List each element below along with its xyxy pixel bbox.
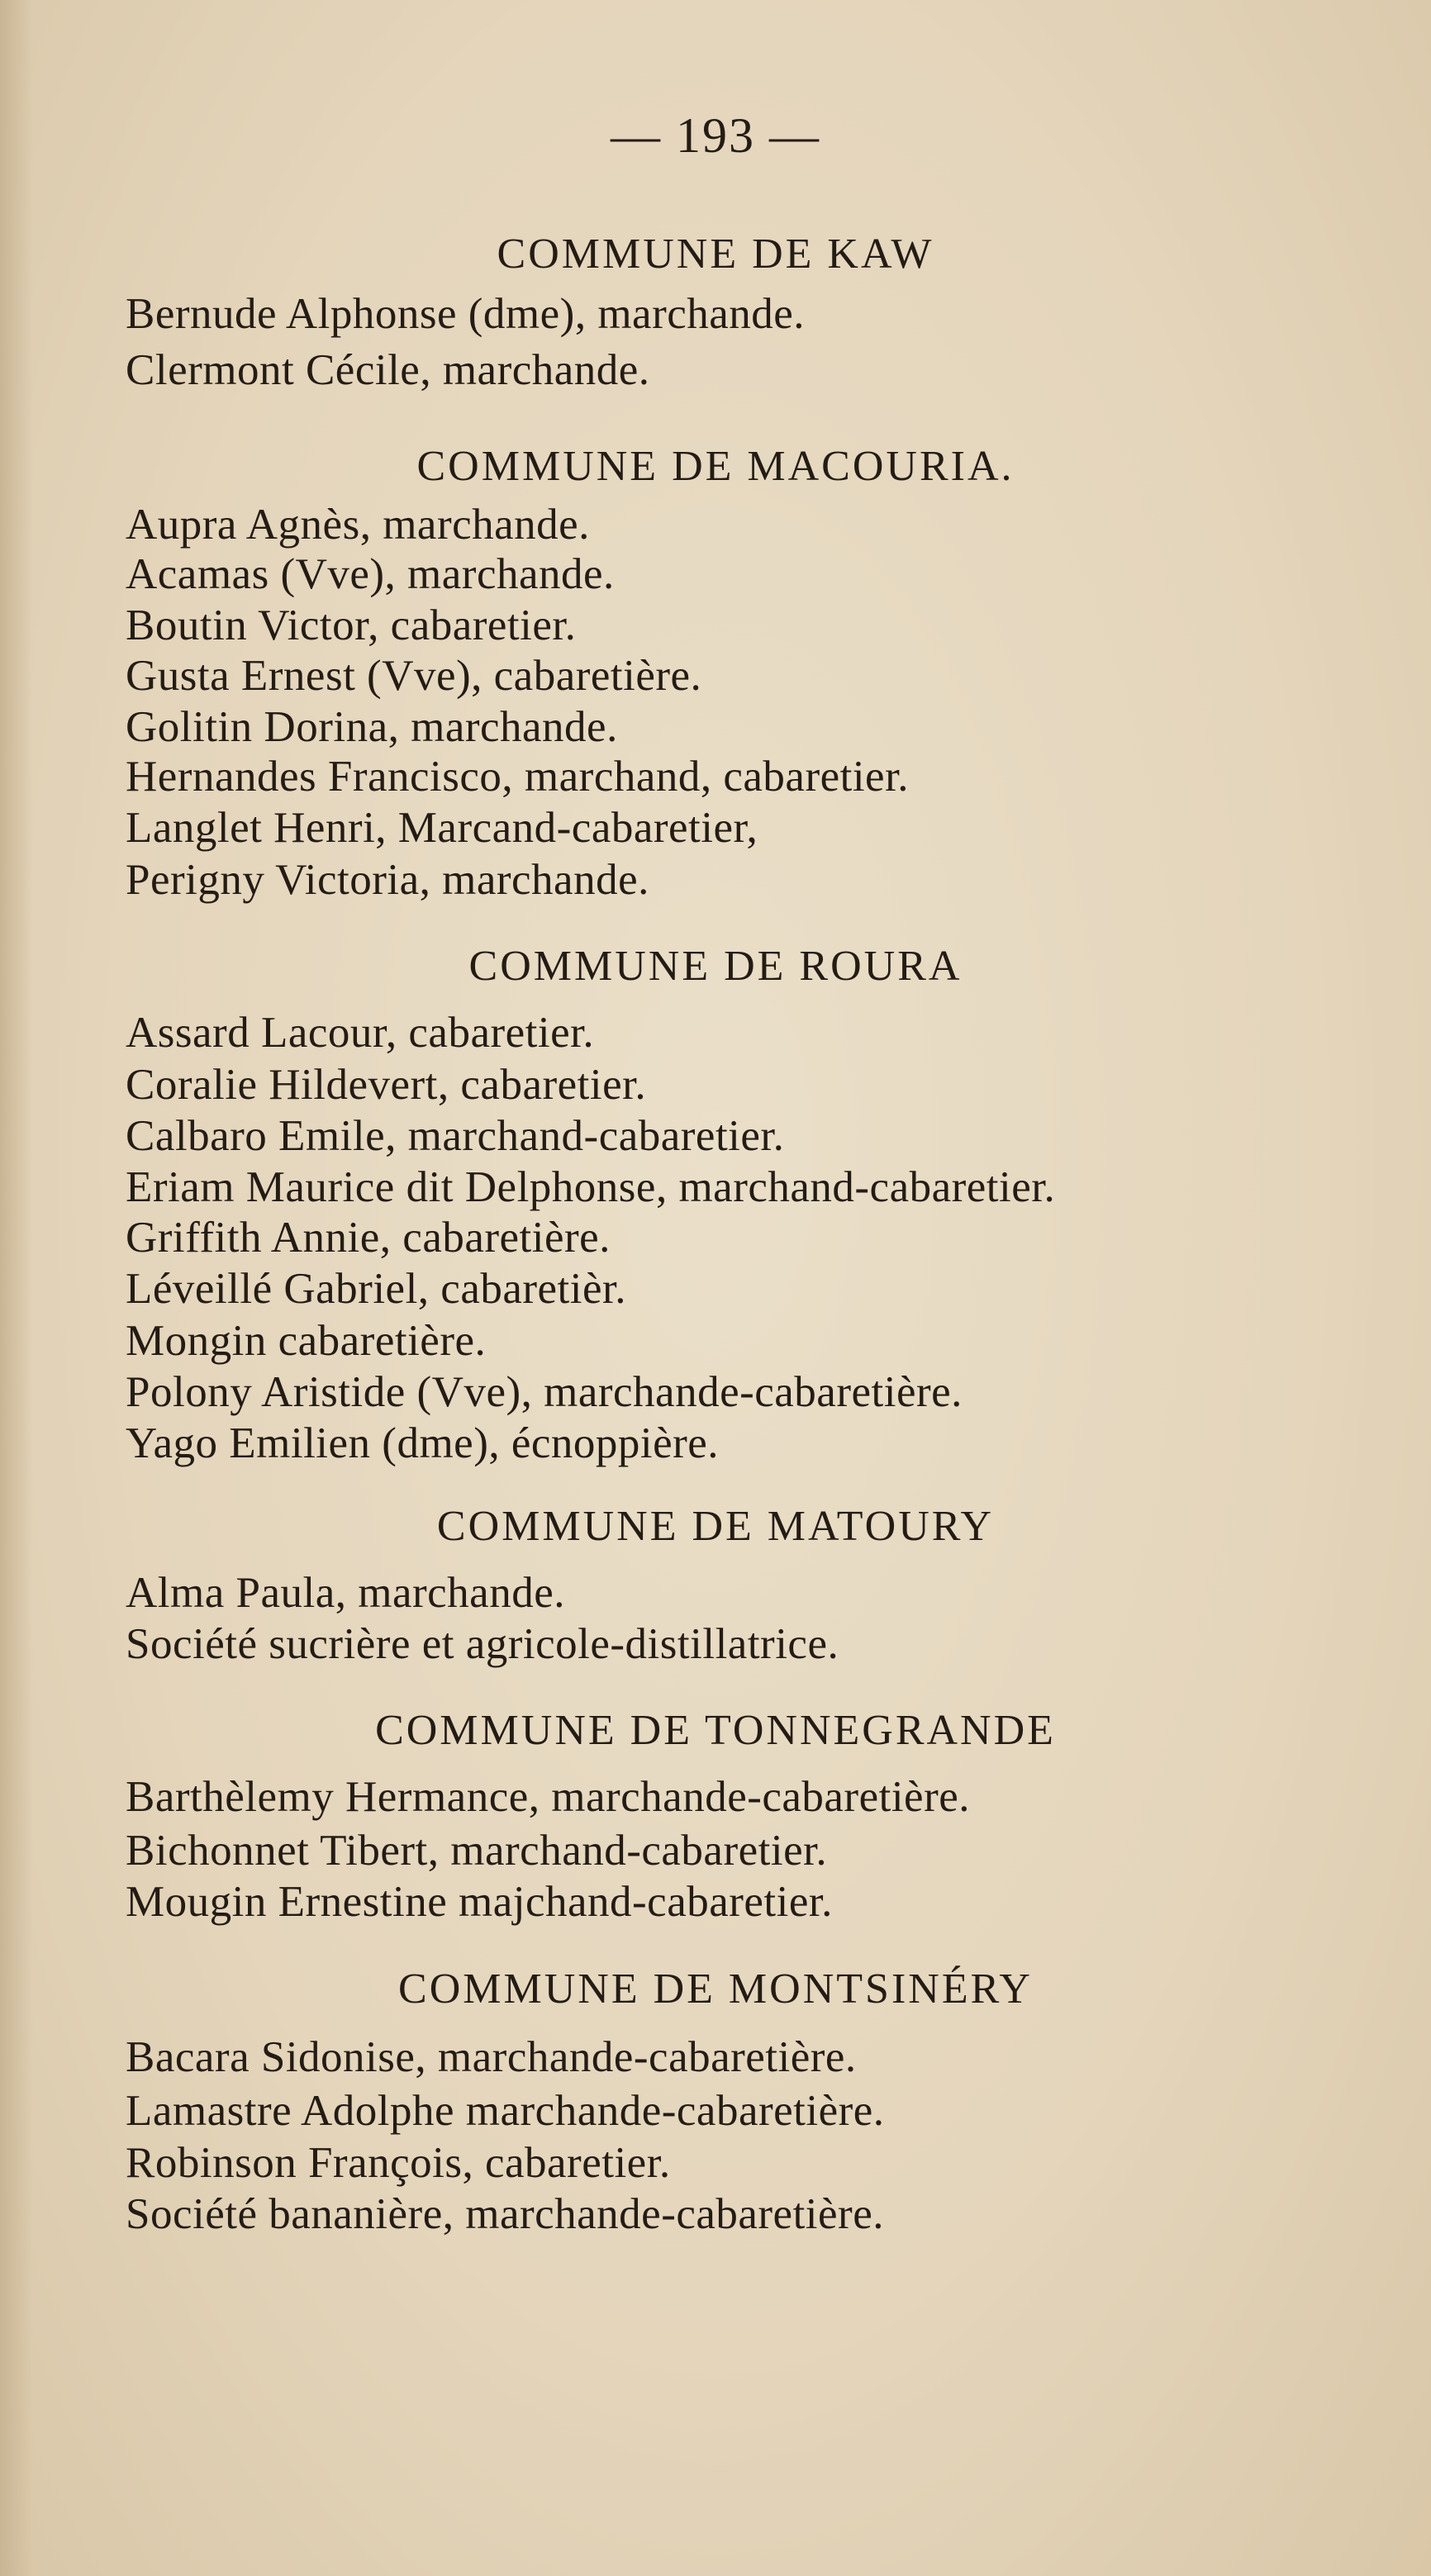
section-heading-tonnegrande: COMMUNE DE TONNEGRANDE (375, 1707, 1056, 1754)
section-heading-macouria: COMMUNE DE MACOURIA. (416, 443, 1015, 490)
list-item: Perigny Victoria, marchande. (126, 856, 649, 904)
list-item: Acamas (Vve), marchande. (126, 550, 615, 598)
list-item: Léveillé Gabriel, cabaretièr. (126, 1265, 626, 1313)
list-item: Lamastre Adolphe marchande-cabaretière. (126, 2087, 885, 2135)
list-item: Eriam Maurice dit Delphonse, marchand-cabaretier. (126, 1163, 1056, 1211)
list-item: Calbaro Emile, marchand-cabaretier. (126, 1112, 785, 1160)
list-item: Bacara Sidonise, marchande-cabaretière. (126, 2033, 857, 2081)
section-heading-kaw: COMMUNE DE KAW (497, 231, 934, 278)
list-item: Griffith Annie, cabaretière. (126, 1214, 611, 1262)
list-item: Yago Emilien (dme), écnoppière. (126, 1419, 720, 1467)
list-item: Société sucrière et agricole-distillatrice. (126, 1620, 839, 1668)
list-item: Alma Paula, marchande. (126, 1569, 565, 1617)
list-item: Société bananière, marchande-cabaretière. (126, 2190, 884, 2238)
list-item: Robinson François, cabaretier. (126, 2139, 671, 2187)
section-heading-roura: COMMUNE DE ROURA (468, 943, 963, 990)
list-item: Clermont Cécile, marchande. (126, 346, 650, 394)
section-heading-montsinery: COMMUNE DE MONTSINÉRY (398, 1965, 1033, 2013)
list-item: Bernude Alphonse (dme), marchande. (126, 290, 806, 338)
list-item: Polony Aristide (Vve), marchande-cabaretière. (126, 1368, 963, 1416)
list-item: Bichonnet Tibert, marchand-cabaretier. (126, 1827, 828, 1875)
section-heading-matoury: COMMUNE DE MATOURY (436, 1503, 995, 1550)
list-item: Langlet Henri, Marcand-cabaretier, (126, 804, 758, 852)
list-item: Boutin Victor, cabaretier. (126, 601, 577, 649)
list-item: Aupra Agnès, marchande. (126, 501, 590, 549)
list-item: Assard Lacour, cabaretier. (126, 1009, 595, 1057)
list-item: Mougin Ernestine majchand-cabaretier. (126, 1878, 833, 1926)
list-item: Hernandes Francisco, marchand, cabaretier. (126, 753, 910, 801)
page-number: — 193 — (611, 108, 820, 163)
list-item: Gusta Ernest (Vve), cabaretière. (126, 652, 702, 700)
list-item: Golitin Dorina, marchande. (126, 703, 618, 751)
list-item: Coralie Hildevert, cabaretier. (126, 1061, 647, 1109)
page-edge-shadow (0, 0, 33, 2576)
list-item: Mongin cabaretière. (126, 1317, 487, 1365)
list-item: Barthèlemy Hermance, marchande-cabaretière. (126, 1773, 971, 1821)
